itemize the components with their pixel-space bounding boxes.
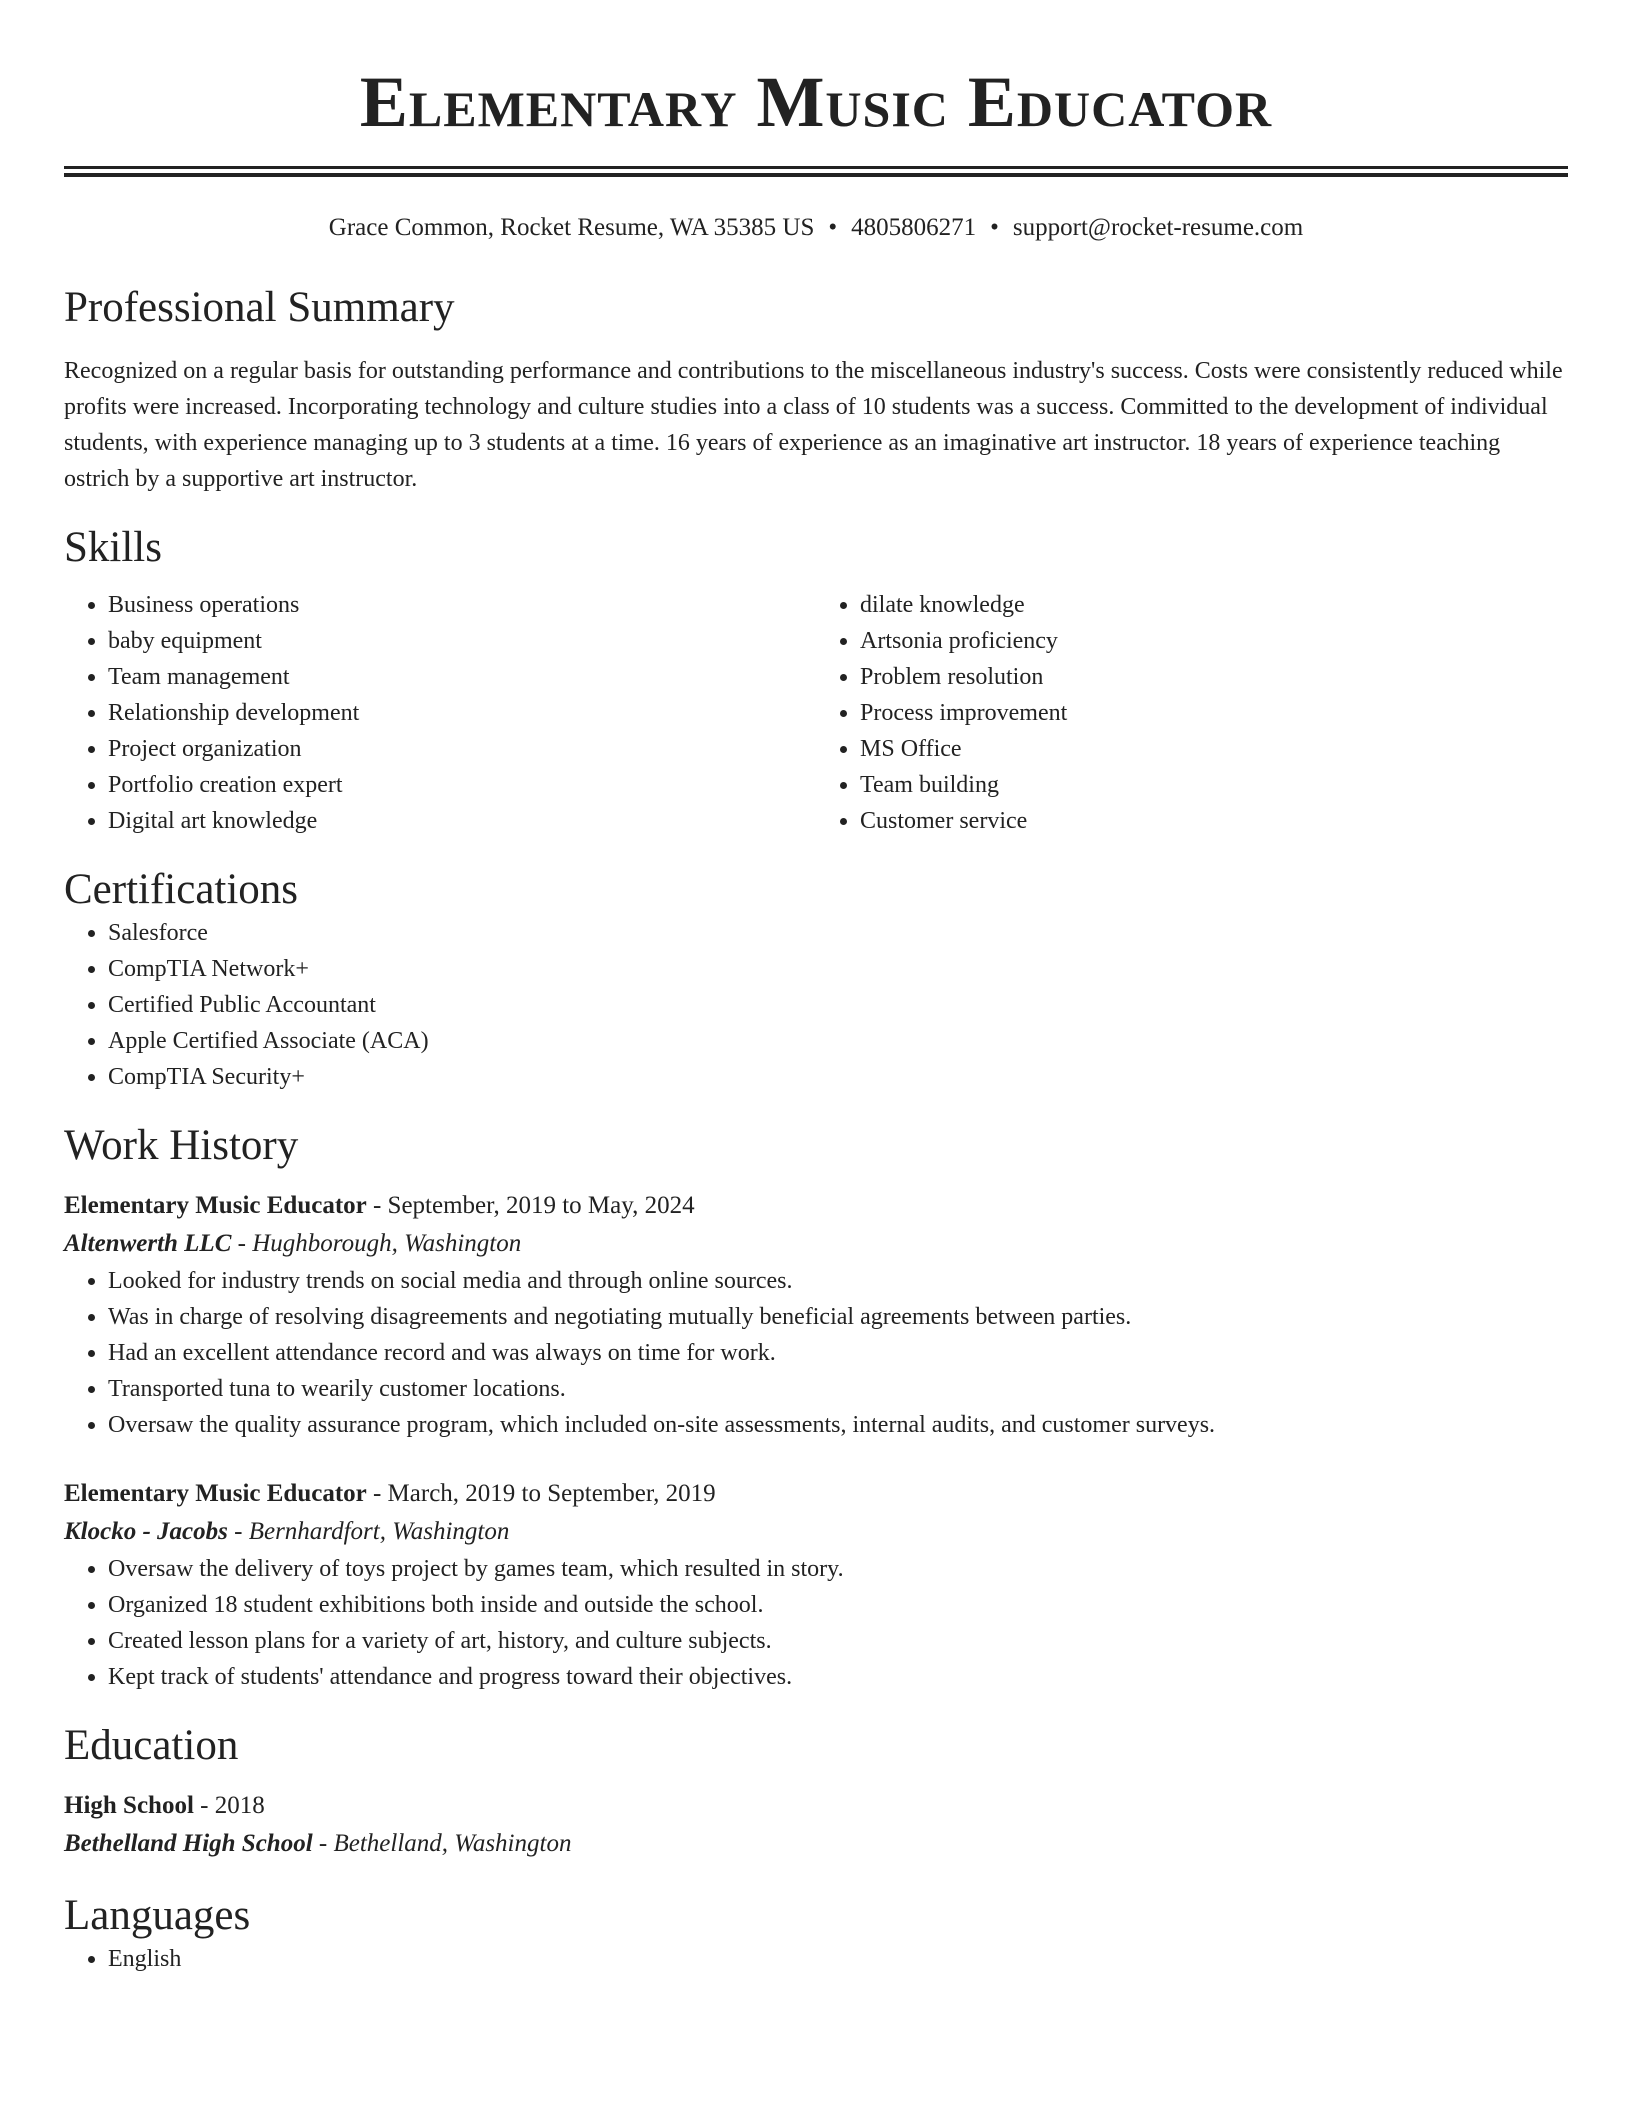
job-title: Elementary Music Educator bbox=[64, 1192, 367, 1219]
summary-section bbox=[64, 283, 1568, 497]
skills-columns bbox=[64, 587, 1568, 839]
skill-item: • Portfolio creation expert bbox=[108, 767, 816, 803]
skill-item: • baby equipment bbox=[108, 623, 816, 659]
job-location: - Hughborough, Washington bbox=[231, 1230, 522, 1257]
skills-left-list bbox=[64, 587, 816, 839]
job-company: Klocko - Jacobs bbox=[64, 1518, 228, 1545]
summary-text: Recognized on a regular basis for outstanding performance and contributions to the miscellaneous industry's success. Costs were consistently reduced while profits were increased. Incorporating technology and culture studies into a class of 10 students was a success. Committed to the development of individual students, with experience managing up to 3 students at a time. 16 years of experience as an imaginative art instructor. 18 years of experience teaching ostrich by a supportive art instructor. bbox=[64, 358, 1563, 492]
job-header bbox=[64, 1475, 1568, 1513]
certification-item: • CompTIA Network+ bbox=[108, 951, 1568, 987]
work-history-heading: Work History bbox=[64, 1122, 299, 1169]
skill-item: • Problem resolution bbox=[860, 659, 1568, 695]
skill-item: • Artsonia proficiency bbox=[860, 623, 1568, 659]
languages-heading: Languages bbox=[64, 1892, 251, 1939]
certifications-list bbox=[64, 915, 1568, 1095]
skills-section bbox=[64, 523, 1568, 839]
languages-list bbox=[64, 1941, 1568, 1977]
job-duty-item: • Was in charge of resolving disagreements and negotiating mutually beneficial agreements between parties. bbox=[108, 1299, 1568, 1335]
education-institution bbox=[64, 1825, 1568, 1863]
certification-item: • Certified Public Accountant bbox=[108, 987, 1568, 1023]
job-duty-item: • Oversaw the quality assurance program, which included on-site assessments, internal audits, and customer surveys. bbox=[108, 1407, 1568, 1443]
job-entry bbox=[64, 1475, 1568, 1695]
education-school: Bethelland High School bbox=[64, 1830, 313, 1857]
certifications-heading: Certifications bbox=[64, 866, 299, 913]
education-heading: Education bbox=[64, 1722, 239, 1769]
job-header bbox=[64, 1187, 1568, 1225]
resume-title: Elementary Music Educator bbox=[359, 62, 1273, 142]
skill-item: • Customer service bbox=[860, 803, 1568, 839]
skill-item: • Team building bbox=[860, 767, 1568, 803]
contact-line bbox=[64, 213, 1568, 243]
education-year: - 2018 bbox=[193, 1792, 265, 1819]
job-dates: - September, 2019 to May, 2024 bbox=[366, 1192, 695, 1219]
skill-item: • Process improvement bbox=[860, 695, 1568, 731]
work-history-section bbox=[64, 1121, 1568, 1695]
bullet-separator: • bbox=[990, 214, 999, 241]
education-degree: High School bbox=[64, 1792, 194, 1819]
job-duty-item: • Had an excellent attendance record and was always on time for work. bbox=[108, 1335, 1568, 1371]
job-location: - Bernhardfort, Washington bbox=[227, 1518, 510, 1545]
job-duty-item: • Organized 18 student exhibitions both inside and outside the school. bbox=[108, 1587, 1568, 1623]
resume-page bbox=[64, 0, 1568, 1977]
summary-heading: Professional Summary bbox=[64, 284, 455, 331]
skill-item: • dilate knowledge bbox=[860, 587, 1568, 623]
job-duty-item: • Created lesson plans for a variety of art, history, and culture subjects. bbox=[108, 1623, 1568, 1659]
skills-heading: Skills bbox=[64, 524, 162, 571]
language-item: • English bbox=[108, 1941, 1568, 1977]
education-section bbox=[64, 1721, 1568, 1863]
skill-item: • Project organization bbox=[108, 731, 816, 767]
job-entry bbox=[64, 1187, 1568, 1443]
skill-item: • Relationship development bbox=[108, 695, 816, 731]
job-employer bbox=[64, 1225, 1568, 1263]
education-header bbox=[64, 1787, 1568, 1825]
skill-item: • Digital art knowledge bbox=[108, 803, 816, 839]
job-duty-item: • Looked for industry trends on social media and through online sources. bbox=[108, 1263, 1568, 1299]
certifications-section bbox=[64, 865, 1568, 1095]
languages-section bbox=[64, 1891, 1568, 1977]
certification-item: • CompTIA Security+ bbox=[108, 1059, 1568, 1095]
bullet-separator: • bbox=[828, 214, 838, 241]
title-divider bbox=[64, 166, 1568, 177]
skills-right-list bbox=[816, 587, 1568, 839]
job-duty-item: • Kept track of students' attendance and progress toward their objectives. bbox=[108, 1659, 1568, 1695]
job-employer bbox=[64, 1513, 1568, 1551]
contact-email: support@rocket-resume.com bbox=[1012, 214, 1304, 241]
job-duties-list bbox=[64, 1263, 1568, 1443]
job-duty-item: • Oversaw the delivery of toys project by games team, which resulted in story. bbox=[108, 1551, 1568, 1587]
certification-item: • Salesforce bbox=[108, 915, 1568, 951]
job-duty-item: • Transported tuna to wearily customer locations. bbox=[108, 1371, 1568, 1407]
education-location: - Bethelland, Washington bbox=[312, 1830, 572, 1857]
contact-phone: 4805806271 bbox=[851, 214, 977, 241]
job-title: Elementary Music Educator bbox=[64, 1480, 367, 1507]
job-duties-list bbox=[64, 1551, 1568, 1695]
skill-item: • Business operations bbox=[108, 587, 816, 623]
job-dates: - March, 2019 to September, 2019 bbox=[366, 1480, 716, 1507]
skill-item: • MS Office bbox=[860, 731, 1568, 767]
contact-address: Grace Common, Rocket Resume, WA 35385 US bbox=[328, 214, 815, 241]
skill-item: • Team management bbox=[108, 659, 816, 695]
job-company: Altenwerth LLC bbox=[64, 1230, 232, 1257]
certification-item: • Apple Certified Associate (ACA) bbox=[108, 1023, 1568, 1059]
